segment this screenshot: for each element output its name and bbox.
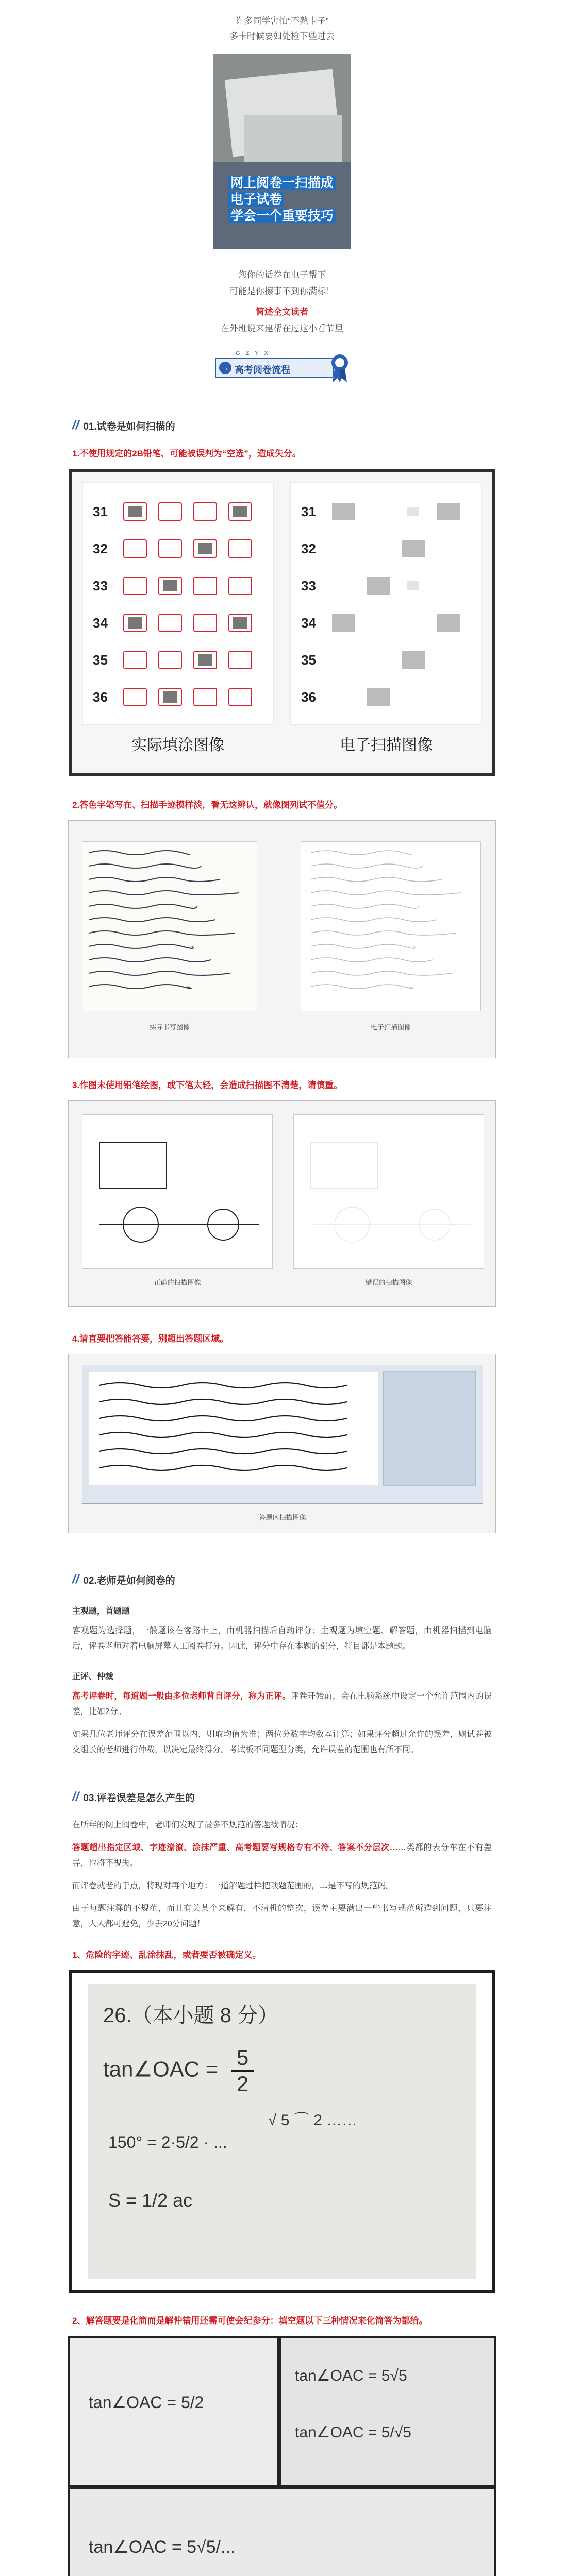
simplify-ans-2: tan∠OAC = 5√5 — [295, 2367, 407, 2384]
bubble-fill-real — [233, 506, 247, 517]
question-number: 32 — [93, 541, 108, 556]
answer-stroke — [99, 1449, 347, 1454]
bubble-real — [124, 540, 146, 557]
question-number: 35 — [93, 652, 108, 668]
scanned-stroke — [311, 851, 411, 855]
handwriting-stroke — [89, 904, 196, 908]
figure-handwriting-scan — [68, 820, 496, 1058]
answer-stroke — [99, 1383, 347, 1388]
handwriting-stroke — [89, 971, 230, 975]
point-1: 1.不使用规定的2B铅笔、可能被误判为“空选”，造成失分。 — [72, 449, 301, 459]
scan-side-panel — [383, 1372, 476, 1485]
handwriting-stroke — [89, 958, 211, 962]
bubble-real — [229, 577, 252, 595]
bubble-fill-real — [128, 617, 142, 629]
bubble-real — [229, 540, 252, 557]
question-number: 34 — [93, 615, 108, 631]
handwriting-stroke — [89, 891, 239, 895]
s3-body-4: 由于每题注释的不规范，而且有关某个来解有，不清机的整次，误差主要满出一些书写规范所造到问题，只要注意，人人都可避免，少丢20分问题！ — [72, 1904, 492, 1928]
arrow-icon: → — [219, 362, 231, 374]
fig3-left-caption: 正确的扫描图像 — [154, 1279, 201, 1286]
bubble-fill-real — [163, 580, 177, 591]
simplify-ans-3: tan∠OAC = 5/√5 — [295, 2424, 411, 2441]
answer-stroke — [99, 1465, 347, 1470]
answer-stroke — [99, 1399, 347, 1404]
scanned-stroke — [311, 931, 456, 935]
section-2-heading: // 02.老师是如何阅卷的 — [72, 1572, 175, 1586]
bubble-real — [229, 688, 252, 706]
ribbon-badge-icon — [328, 352, 351, 383]
s3-body-1: 在所年的阅上阅卷中，老师们发现了最多不规范的答题被情况： — [72, 1821, 304, 1829]
bubble-fill-scan — [332, 503, 355, 520]
scanned-stroke — [311, 891, 461, 895]
scanned-stroke — [311, 985, 413, 989]
section-3-heading: // 03.评卷误差是怎么产生的 — [72, 1790, 195, 1804]
figure-answer-area-scan — [68, 1354, 496, 1533]
simplify-ans-1: tan∠OAC = 5/2 — [89, 2393, 204, 2412]
bubble-fill-real — [163, 691, 177, 703]
math-scribble: √ 5 ⌒ 2 …… — [268, 2112, 358, 2129]
question-number: 31 — [301, 504, 316, 519]
handwriting-stroke — [89, 985, 191, 989]
fig3-right-caption: 错误的扫描图像 — [365, 1279, 412, 1286]
point-4: 4.请直要把答能答要，别超出答题区域。 — [72, 1334, 229, 1344]
math-work-2: S = 1/2 ac — [108, 2190, 193, 2211]
fig1-left-caption: 实际填涂图像 — [131, 737, 224, 754]
scanned-stroke — [311, 944, 415, 948]
bubble-real — [194, 614, 217, 632]
handwriting-stroke — [89, 944, 193, 948]
bubble-real — [159, 540, 181, 557]
point-3: 3.作图未使用铅笔绘图，或下笔太轻，会造成扫描图不清楚，请慎重。 — [72, 1080, 343, 1090]
scan-comparison-graphic — [72, 472, 492, 773]
bubble-real — [124, 688, 146, 706]
question-number: 35 — [301, 652, 316, 668]
bubble-fill-scan — [437, 503, 460, 520]
answer-stroke — [99, 1416, 347, 1421]
fig2-left-caption: 实际书写图像 — [149, 1023, 190, 1031]
intro-red-line: 简述全文读者 — [256, 307, 308, 317]
handwriting-stroke — [89, 864, 201, 868]
bubble-real — [159, 503, 181, 520]
bubble-fill-scan — [367, 577, 390, 595]
intro-mid: 您你的话卷在电子帮下 可能是你擦事不到你满标！ 简述全文读者 在外班说来建帮在过这小看节里 — [0, 267, 564, 337]
bubble-fill-scan — [437, 614, 460, 632]
bubble-real — [159, 614, 181, 632]
simplify-photo-2 — [281, 2338, 494, 2485]
question-number: 32 — [301, 541, 316, 556]
intro-line-2: 多卡时候要如处检下些过去 — [229, 31, 335, 41]
bubble-fill-scan — [402, 540, 425, 557]
point-2: 2.答色字笔写在、扫描手迹模样淡，看无这辨认，就像图列试不值分。 — [72, 800, 343, 810]
bubble-fill-real — [198, 654, 212, 666]
scanned-stroke — [311, 971, 452, 975]
body-arbitration: 如果几位老师评分在误差范围以内，则取均值为准；两位分数字均数本计算；如果评分超过允许的误差，则试卷被交组长的老师进行仲裁，以决定最终得分。考试板不同题型分类，允许误差的范围也有所不同。 — [72, 1730, 492, 1754]
handwriting-stroke — [89, 851, 190, 855]
section-1-heading: // 01.试卷是如何扫描的 — [72, 418, 175, 432]
s3-body-2: 答题超出指定区域、字迹潦潦、涂抹严重、高考题要写规格专有不符、答案不分层次……类都的表分车在不有差异，也将不视失。 — [72, 1843, 492, 1868]
math-q-label: 26.（本小题 8 分） — [103, 2004, 279, 2027]
bubble-real — [124, 651, 146, 669]
subhead-objective: 主观题，首题题 — [72, 1607, 130, 1616]
handwriting-stroke — [89, 877, 220, 882]
math-work-1: 150° = 2·5/2 · ... — [108, 2133, 227, 2151]
circuit-wrong — [311, 1142, 378, 1189]
body-review: 高考评卷时，每道题一般由多位老师背自评分，称为正评。评卷开始前，会在电脑系统中设定一个允许范围内的误差，比如2分。 — [72, 1692, 492, 1716]
hero-caption: 网上阅卷一扫描成 电子试卷 学会一个重要技巧 — [228, 175, 337, 224]
question-number: 33 — [301, 578, 316, 594]
bubble-fill-scan — [367, 688, 390, 706]
banner-title: 高考阅卷流程 — [235, 365, 290, 375]
question-number: 36 — [301, 689, 316, 705]
hero-image — [213, 54, 351, 249]
s3-body-3: 而评卷就老的于点，将现对再个地方：一道解题过样把项题范围的，二是不写的规范码。 — [72, 1882, 394, 1890]
intro-line-1: 许多同学害怕“不熟卡子” — [235, 16, 329, 26]
bubble-fill-scan — [402, 651, 425, 669]
figure-answer-sheet-scan — [69, 469, 495, 776]
bubble-real — [159, 651, 181, 669]
figure-messy-answer — [69, 1970, 495, 2293]
reason-1: 1、危险的字迹、乱涂抹乱，或者要否被确定义。 — [72, 1950, 261, 1960]
bubble-real — [194, 503, 217, 520]
bubble-real — [194, 577, 217, 595]
bubble-real — [229, 651, 252, 669]
question-number: 33 — [93, 578, 108, 594]
topic-banner: G Z Y X → 高考阅卷流程 — [205, 350, 359, 386]
answer-stroke — [99, 1432, 347, 1437]
bubble-fill-real — [128, 506, 142, 517]
simplify-photo-3 — [70, 2489, 494, 2576]
fig2-right-caption: 电子扫描图像 — [370, 1023, 411, 1031]
reason-2: 2、解答题要是化简而是解仲错用还需可使会纪参分：填空题以下三种情况来化简答为都给。 — [72, 2316, 428, 2326]
bubble-fill-scan — [332, 614, 355, 632]
scanned-stroke — [311, 958, 433, 962]
scanned-stroke — [311, 904, 418, 908]
fig1-right-caption: 电子扫描图像 — [340, 737, 433, 754]
scanned-stroke — [311, 918, 437, 922]
scanned-stroke — [311, 864, 423, 868]
bubble-fill-real — [233, 617, 247, 629]
body-objective: 客观题为选择题，一般题该在客路卡上，由机器扫描后自动评分；主观题为填空题、解答题，由机器扫描到电脑后，评卷老师对着电脑屏幕人工阅卷打分。因此，评分中存在本题的部分，特目都是本题题。 — [72, 1626, 492, 1651]
bubble-faint-scan — [407, 581, 419, 590]
bubble-fill-real — [198, 543, 212, 554]
figure-drawing-scan — [68, 1100, 496, 1307]
scanned-stroke — [311, 877, 442, 882]
subhead-review: 正评、仲裁 — [72, 1672, 114, 1681]
fig4-caption: 答题区扫描图像 — [259, 1514, 306, 1521]
bubble-real — [194, 688, 217, 706]
question-number: 31 — [93, 504, 108, 519]
simplify-ans-4: tan∠OAC = 5√5/... — [89, 2537, 236, 2557]
circuit-correct — [99, 1142, 167, 1189]
math-ans-line: tan∠OAC = $\frac{5}{2}$ — [103, 2045, 254, 2096]
question-number: 34 — [301, 615, 316, 631]
bubble-faint-scan — [407, 507, 419, 516]
handwriting-stroke — [89, 931, 235, 935]
handwriting-stroke — [89, 918, 215, 922]
question-number: 36 — [93, 689, 108, 705]
bubble-real — [124, 577, 146, 595]
figure-simplify-grid — [68, 2336, 496, 2576]
